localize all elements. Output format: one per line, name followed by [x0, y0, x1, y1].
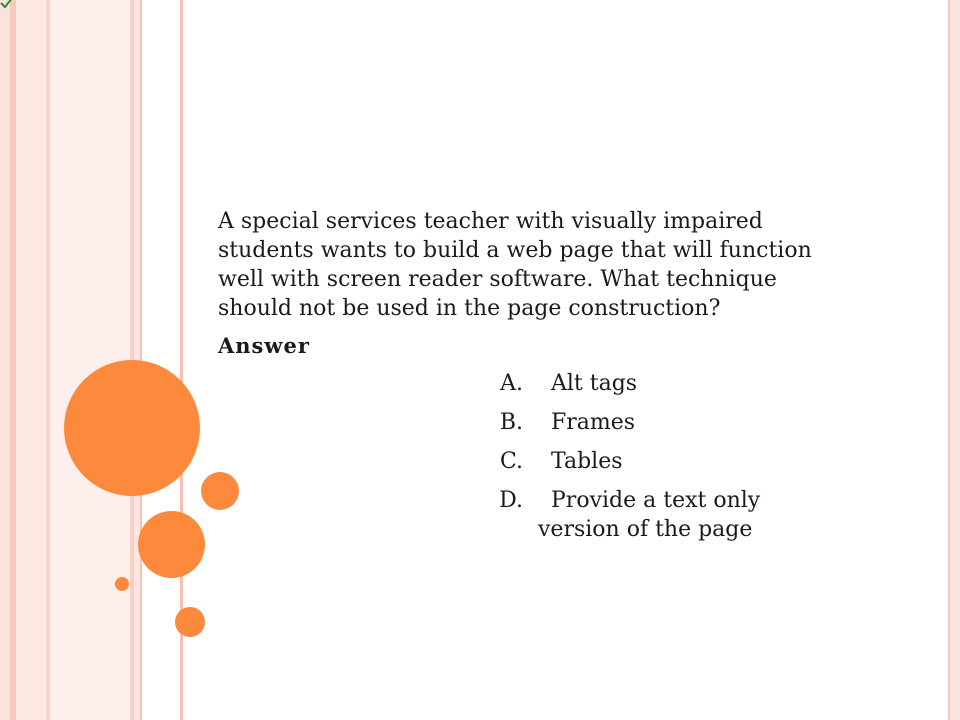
option-letter: B. — [499, 410, 523, 435]
option-text: Frames — [551, 410, 636, 435]
question-line: A special services teacher with visually impaired — [218, 209, 763, 234]
decor-stripe — [50, 0, 130, 720]
decor-right-edge — [950, 0, 960, 720]
question-line: should not be used in the page construction? — [218, 296, 721, 321]
option-c — [488, 447, 818, 486]
option-letter: A. — [500, 371, 523, 396]
question-line: students wants to build a web page that will function — [218, 238, 812, 263]
decor-circle — [64, 360, 200, 496]
option-a — [488, 369, 818, 408]
option-text: Provide a text only — [551, 488, 761, 513]
decor-circle — [175, 607, 205, 637]
question-text — [218, 207, 818, 323]
option-d — [488, 486, 818, 544]
option-b — [488, 408, 818, 447]
decor-circle — [201, 472, 239, 510]
option-letter: D. — [499, 488, 523, 513]
options-list — [488, 369, 818, 544]
option-text: Alt tags — [551, 371, 638, 396]
option-text-continued: version of the page — [538, 517, 753, 542]
checkmark-icon — [0, 0, 14, 10]
option-letter: C. — [499, 449, 523, 474]
option-text: Tables — [551, 449, 623, 474]
decor-circle — [138, 511, 205, 578]
decor-circle — [115, 577, 129, 591]
question-line: well with screen reader software. What technique — [218, 267, 777, 292]
decor-stripe — [0, 0, 10, 720]
answer-label: Answer — [218, 333, 310, 358]
decor-stripe — [16, 0, 46, 720]
